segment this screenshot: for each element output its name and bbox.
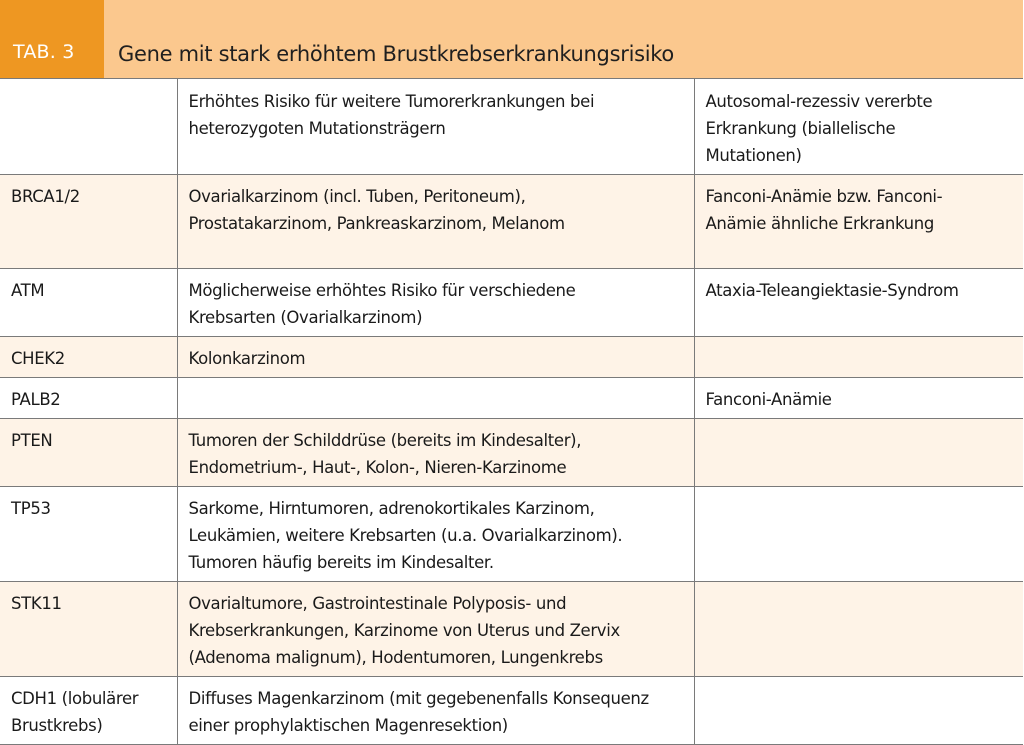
risk-cell: Ovarialkarzinom (incl. Tuben, Peritoneum), Prostatakarzinom, Pankreaskarzinom, Melanom: [177, 175, 694, 269]
gene-cell: BRCA1/2: [0, 175, 177, 269]
table-row: [0, 582, 1023, 677]
table-header-row: [0, 79, 1023, 175]
table-title: Gene mit stark erhöhtem Brustkrebserkrankungsrisiko: [118, 42, 674, 66]
table-row: [0, 175, 1023, 269]
column-header-disease: Autosomal-rezessiv vererbte Erkrankung (biallelische Mutationen): [694, 79, 1023, 175]
disease-cell: [694, 487, 1023, 582]
table-row: [0, 378, 1023, 419]
gene-cell: ATM: [0, 269, 177, 337]
disease-cell: [694, 582, 1023, 677]
disease-cell: [694, 677, 1023, 745]
risk-cell: Sarkome, Hirntumoren, adrenokortikales Karzinom, Leukämien, weitere Krebsarten (u.a. Ovarialkarzinom). Tumoren häufig bereits im Kindesalter.: [177, 487, 694, 582]
gene-cell: PTEN: [0, 419, 177, 487]
disease-cell: Fanconi-Anämie: [694, 378, 1023, 419]
table-row: [0, 419, 1023, 487]
gene-cell: CHEK2: [0, 337, 177, 378]
disease-cell: Ataxia-Teleangiektasie-Syndrom: [694, 269, 1023, 337]
table-row: [0, 337, 1023, 378]
risk-cell: Kolonkarzinom: [177, 337, 694, 378]
gene-cell: TP53: [0, 487, 177, 582]
gene-risk-table: [0, 79, 1023, 745]
disease-cell: [694, 337, 1023, 378]
disease-cell: [694, 419, 1023, 487]
table-row: [0, 487, 1023, 582]
disease-cell: Fanconi-Anämie bzw. Fanconi-Anämie ähnliche Erkrankung: [694, 175, 1023, 269]
gene-cell: PALB2: [0, 378, 177, 419]
column-header-risk: Erhöhtes Risiko für weitere Tumorerkrankungen bei heterozygoten Mutationsträgern: [177, 79, 694, 175]
table-row: [0, 677, 1023, 745]
risk-cell: Diffuses Magenkarzinom (mit gegebenenfalls Konsequenz einer prophylaktischen Magenresektion): [177, 677, 694, 745]
column-header-gene: [0, 79, 177, 175]
table-number-label: TAB. 3: [0, 0, 104, 78]
gene-cell: STK11: [0, 582, 177, 677]
risk-cell: Ovarialtumore, Gastrointestinale Polyposis- und Krebserkrankungen, Karzinome von Uterus und Zervix (Adenoma malignum), Hodentumoren, Lungenkrebs: [177, 582, 694, 677]
gene-cell: CDH1 (lobulärer Brustkrebs): [0, 677, 177, 745]
table-row: [0, 269, 1023, 337]
table-header-bar: [0, 0, 1023, 79]
risk-cell: [177, 378, 694, 419]
risk-cell: Möglicherweise erhöhtes Risiko für verschiedene Krebsarten (Ovarialkarzinom): [177, 269, 694, 337]
risk-cell: Tumoren der Schilddrüse (bereits im Kindesalter), Endometrium-, Haut-, Kolon-, Nieren-Karzinome: [177, 419, 694, 487]
